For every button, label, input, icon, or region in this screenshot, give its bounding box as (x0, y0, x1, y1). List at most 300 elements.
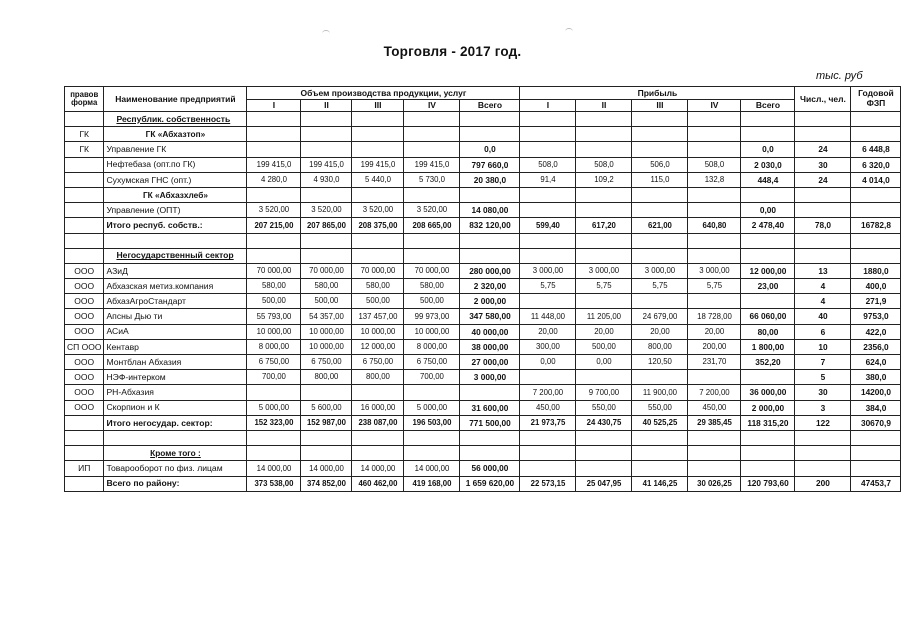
value-cell (741, 248, 795, 263)
value-cell: 10 000,00 (404, 324, 460, 339)
value-cell (247, 233, 301, 248)
enterprise-name-cell: НЭФ-интерком (104, 370, 247, 385)
value-cell: 347 580,00 (460, 309, 520, 324)
value-cell: 1 800,00 (741, 339, 795, 354)
value-cell (460, 430, 520, 445)
value-cell (352, 112, 404, 127)
value-cell: 70 000,00 (247, 263, 301, 278)
header-q2: II (301, 99, 352, 112)
value-cell: 1 659 620,00 (460, 476, 520, 491)
value-cell (247, 430, 301, 445)
enterprise-name-cell: Негосударственный сектор (104, 248, 247, 263)
value-cell (632, 112, 688, 127)
value-cell: 1880,0 (851, 263, 901, 278)
value-cell (688, 430, 741, 445)
table-row (65, 309, 901, 324)
value-cell (795, 430, 851, 445)
value-cell: 115,0 (632, 172, 688, 187)
value-cell (576, 142, 632, 157)
value-cell: 384,0 (851, 400, 901, 415)
value-cell: 24 679,00 (632, 309, 688, 324)
value-cell: 199 415,0 (301, 157, 352, 172)
value-cell (404, 446, 460, 461)
value-cell: 24 (795, 172, 851, 187)
value-cell (851, 127, 901, 142)
value-cell: 5 730,0 (404, 172, 460, 187)
legal-form-cell (65, 476, 104, 491)
table-row (65, 248, 901, 263)
value-cell: 20,00 (632, 324, 688, 339)
header-profit-q4: IV (688, 99, 741, 112)
trade-table (64, 86, 901, 492)
value-cell: 6 750,00 (301, 355, 352, 370)
value-cell: 832 120,00 (460, 218, 520, 233)
value-cell (851, 461, 901, 476)
value-cell: 352,20 (741, 355, 795, 370)
value-cell: 4 (795, 279, 851, 294)
value-cell (247, 248, 301, 263)
value-cell (301, 187, 352, 202)
value-cell: 80,00 (741, 324, 795, 339)
value-cell: 0,00 (741, 203, 795, 218)
value-cell: 6 750,00 (352, 355, 404, 370)
scan-mark (565, 28, 573, 35)
value-cell: 120,50 (632, 355, 688, 370)
value-cell (520, 203, 576, 218)
value-cell: 280 000,00 (460, 263, 520, 278)
value-cell: 137 457,00 (352, 309, 404, 324)
value-cell: 580,00 (404, 279, 460, 294)
legal-form-cell (65, 248, 104, 263)
value-cell (688, 112, 741, 127)
value-cell: 13 (795, 263, 851, 278)
table-row (65, 127, 901, 142)
value-cell (688, 446, 741, 461)
value-cell: 450,00 (520, 400, 576, 415)
enterprise-name-cell: Кроме того : (104, 446, 247, 461)
value-cell (247, 112, 301, 127)
value-cell: 422,0 (851, 324, 901, 339)
value-cell: 132,8 (688, 172, 741, 187)
enterprise-name-cell: Кентавр (104, 339, 247, 354)
value-cell (520, 233, 576, 248)
value-cell (460, 446, 520, 461)
table-row (65, 385, 901, 400)
value-cell (352, 233, 404, 248)
value-cell (404, 248, 460, 263)
value-cell: 10 000,00 (301, 324, 352, 339)
value-cell: 2 000,00 (741, 400, 795, 415)
value-cell (352, 248, 404, 263)
value-cell: 500,00 (247, 294, 301, 309)
value-cell: 700,00 (404, 370, 460, 385)
value-cell: 36 000,00 (741, 385, 795, 400)
value-cell (795, 187, 851, 202)
value-cell (576, 294, 632, 309)
value-cell (520, 248, 576, 263)
value-cell: 23,00 (741, 279, 795, 294)
value-cell: 580,00 (247, 279, 301, 294)
value-cell (795, 248, 851, 263)
value-cell: 640,80 (688, 218, 741, 233)
value-cell: 3 000,00 (520, 263, 576, 278)
value-cell: 31 600,00 (460, 400, 520, 415)
value-cell (352, 187, 404, 202)
value-cell: 5,75 (688, 279, 741, 294)
header-profit: Прибыль (520, 87, 795, 100)
value-cell (460, 233, 520, 248)
legal-form-cell: ГК (65, 142, 104, 157)
legal-form-cell (65, 172, 104, 187)
value-cell: 47453,7 (851, 476, 901, 491)
value-cell: 20,00 (576, 324, 632, 339)
value-cell: 3 (795, 400, 851, 415)
value-cell: 196 503,00 (404, 415, 460, 430)
value-cell (404, 233, 460, 248)
table-row (65, 324, 901, 339)
header-employees: Числ., чел. (795, 87, 851, 112)
value-cell: 6 750,00 (247, 355, 301, 370)
value-cell: 624,0 (851, 355, 901, 370)
value-cell (352, 430, 404, 445)
value-cell: 8 000,00 (247, 339, 301, 354)
legal-form-cell: ООО (65, 400, 104, 415)
value-cell (632, 430, 688, 445)
table-row (65, 294, 901, 309)
value-cell: 208 665,00 (404, 218, 460, 233)
value-cell: 617,20 (576, 218, 632, 233)
header-q3: III (352, 99, 404, 112)
value-cell: 91,4 (520, 172, 576, 187)
value-cell (795, 112, 851, 127)
value-cell: 419 168,00 (404, 476, 460, 491)
value-cell: 24 (795, 142, 851, 157)
value-cell (741, 187, 795, 202)
enterprise-name-cell: Скорпион и К (104, 400, 247, 415)
value-cell (632, 127, 688, 142)
enterprise-name-cell: Итого негосудар. сектор: (104, 415, 247, 430)
value-cell (404, 112, 460, 127)
value-cell: 5 600,00 (301, 400, 352, 415)
value-cell: 797 660,0 (460, 157, 520, 172)
value-cell (632, 142, 688, 157)
value-cell (576, 446, 632, 461)
value-cell: 14 080,00 (460, 203, 520, 218)
value-cell: 700,00 (247, 370, 301, 385)
value-cell: 621,00 (632, 218, 688, 233)
value-cell: 29 385,45 (688, 415, 741, 430)
value-cell: 3 520,00 (247, 203, 301, 218)
legal-form-cell (65, 187, 104, 202)
legal-form-cell (65, 157, 104, 172)
value-cell: 11 448,00 (520, 309, 576, 324)
total-row (65, 415, 901, 430)
value-cell (688, 127, 741, 142)
value-cell: 200 (795, 476, 851, 491)
value-cell: 14 000,00 (352, 461, 404, 476)
value-cell (632, 294, 688, 309)
value-cell: 4 014,0 (851, 172, 901, 187)
total-row (65, 476, 901, 491)
value-cell: 41 146,25 (632, 476, 688, 491)
value-cell (632, 248, 688, 263)
value-cell (520, 127, 576, 142)
value-cell: 8 000,00 (404, 339, 460, 354)
enterprise-name-cell: Монтблан Абхазия (104, 355, 247, 370)
value-cell (520, 142, 576, 157)
value-cell (301, 112, 352, 127)
value-cell: 199 415,0 (404, 157, 460, 172)
value-cell (576, 370, 632, 385)
value-cell: 800,00 (352, 370, 404, 385)
value-cell: 20 380,0 (460, 172, 520, 187)
enterprise-name-cell: РН-Абхазия (104, 385, 247, 400)
value-cell (301, 233, 352, 248)
legal-form-cell (65, 446, 104, 461)
value-cell: 56 000,00 (460, 461, 520, 476)
value-cell (851, 203, 901, 218)
value-cell: 10 000,00 (301, 339, 352, 354)
value-cell: 5 440,0 (352, 172, 404, 187)
value-cell (520, 461, 576, 476)
value-cell (247, 127, 301, 142)
value-cell: 152 987,00 (301, 415, 352, 430)
value-cell: 38 000,00 (460, 339, 520, 354)
legal-form-cell: ООО (65, 263, 104, 278)
header-profit-q3: III (632, 99, 688, 112)
value-cell (688, 187, 741, 202)
value-cell (632, 461, 688, 476)
value-cell (301, 248, 352, 263)
value-cell (795, 446, 851, 461)
value-cell: 7 200,00 (688, 385, 741, 400)
value-cell: 6 (795, 324, 851, 339)
value-cell: 30 (795, 157, 851, 172)
value-cell: 207 865,00 (301, 218, 352, 233)
value-cell: 30 (795, 385, 851, 400)
value-cell (460, 127, 520, 142)
value-cell: 21 973,75 (520, 415, 576, 430)
value-cell: 66 060,00 (741, 309, 795, 324)
value-cell (301, 385, 352, 400)
value-cell (460, 112, 520, 127)
value-cell: 99 973,00 (404, 309, 460, 324)
value-cell: 70 000,00 (404, 263, 460, 278)
value-cell (576, 203, 632, 218)
value-cell: 109,2 (576, 172, 632, 187)
value-cell: 3 520,00 (301, 203, 352, 218)
value-cell (741, 233, 795, 248)
enterprise-name-cell: Всего по району: (104, 476, 247, 491)
value-cell: 4 930,0 (301, 172, 352, 187)
value-cell: 4 (795, 294, 851, 309)
value-cell (352, 385, 404, 400)
value-cell (795, 203, 851, 218)
value-cell: 70 000,00 (301, 263, 352, 278)
header-total: Всего (460, 99, 520, 112)
legal-form-cell: ИП (65, 461, 104, 476)
value-cell: 2 320,00 (460, 279, 520, 294)
enterprise-name-cell (104, 233, 247, 248)
value-cell (632, 233, 688, 248)
table-row (65, 172, 901, 187)
value-cell: 11 205,00 (576, 309, 632, 324)
value-cell (247, 187, 301, 202)
value-cell: 238 087,00 (352, 415, 404, 430)
value-cell: 5 000,00 (404, 400, 460, 415)
value-cell (404, 142, 460, 157)
value-cell: 9 700,00 (576, 385, 632, 400)
value-cell (632, 446, 688, 461)
value-cell (688, 248, 741, 263)
value-cell (404, 430, 460, 445)
value-cell (520, 187, 576, 202)
table-row (65, 157, 901, 172)
value-cell: 16782,8 (851, 218, 901, 233)
value-cell: 550,00 (632, 400, 688, 415)
value-cell (688, 370, 741, 385)
value-cell: 10 000,00 (352, 324, 404, 339)
value-cell: 30 026,25 (688, 476, 741, 491)
value-cell (520, 112, 576, 127)
value-cell: 3 520,00 (352, 203, 404, 218)
value-cell: 122 (795, 415, 851, 430)
value-cell (741, 112, 795, 127)
header-name: Наименование предприятий (104, 87, 247, 112)
value-cell (301, 430, 352, 445)
value-cell (301, 127, 352, 142)
header-form: правов форма (65, 87, 104, 112)
value-cell (247, 446, 301, 461)
header-q1: I (247, 99, 301, 112)
enterprise-name-cell: Республик. собственность (104, 112, 247, 127)
value-cell: 14 000,00 (301, 461, 352, 476)
scan-mark (322, 30, 330, 37)
enterprise-name-cell: Итого респуб. собств.: (104, 218, 247, 233)
value-cell: 3 000,00 (576, 263, 632, 278)
value-cell: 508,0 (688, 157, 741, 172)
value-cell: 271,9 (851, 294, 901, 309)
value-cell: 3 520,00 (404, 203, 460, 218)
value-cell (352, 142, 404, 157)
table-row (65, 461, 901, 476)
value-cell: 70 000,00 (352, 263, 404, 278)
value-cell (632, 187, 688, 202)
header-volume: Объем производства продукции, услуг (247, 87, 520, 100)
value-cell (576, 430, 632, 445)
table-row (65, 400, 901, 415)
value-cell: 800,00 (301, 370, 352, 385)
value-cell: 550,00 (576, 400, 632, 415)
value-cell (520, 446, 576, 461)
value-cell: 500,00 (404, 294, 460, 309)
enterprise-name-cell: Управление (ОПТ) (104, 203, 247, 218)
value-cell: 16 000,00 (352, 400, 404, 415)
legal-form-cell: ООО (65, 385, 104, 400)
value-cell: 10 (795, 339, 851, 354)
legal-form-cell (65, 233, 104, 248)
legal-form-cell: ООО (65, 279, 104, 294)
value-cell: 25 047,95 (576, 476, 632, 491)
value-cell (688, 294, 741, 309)
value-cell: 12 000,00 (741, 263, 795, 278)
value-cell: 200,00 (688, 339, 741, 354)
value-cell (247, 142, 301, 157)
value-cell (576, 248, 632, 263)
value-cell: 6 320,0 (851, 157, 901, 172)
value-cell (741, 430, 795, 445)
value-cell: 24 430,75 (576, 415, 632, 430)
value-cell: 9753,0 (851, 309, 901, 324)
value-cell (460, 385, 520, 400)
value-cell: 40 (795, 309, 851, 324)
value-cell (741, 446, 795, 461)
legal-form-cell: СП ООО (65, 339, 104, 354)
value-cell: 40 000,00 (460, 324, 520, 339)
enterprise-name-cell: АЗиД (104, 263, 247, 278)
value-cell: 12 000,00 (352, 339, 404, 354)
value-cell: 10 000,00 (247, 324, 301, 339)
legal-form-cell (65, 415, 104, 430)
total-row (65, 218, 901, 233)
value-cell: 300,00 (520, 339, 576, 354)
value-cell (688, 203, 741, 218)
value-cell: 5 (795, 370, 851, 385)
value-cell: 199 415,0 (247, 157, 301, 172)
value-cell: 580,00 (352, 279, 404, 294)
legal-form-cell (65, 430, 104, 445)
value-cell: 380,0 (851, 370, 901, 385)
enterprise-name-cell: АбхазАгроСтандарт (104, 294, 247, 309)
value-cell: 14 000,00 (247, 461, 301, 476)
enterprise-name-cell: Управление ГК (104, 142, 247, 157)
value-cell (520, 370, 576, 385)
value-cell: 6 448,8 (851, 142, 901, 157)
value-cell (352, 127, 404, 142)
table-row (65, 203, 901, 218)
value-cell: 55 793,00 (247, 309, 301, 324)
value-cell (576, 127, 632, 142)
value-cell (404, 127, 460, 142)
value-cell (576, 112, 632, 127)
value-cell (404, 385, 460, 400)
value-cell (688, 142, 741, 157)
value-cell: 508,0 (520, 157, 576, 172)
value-cell (741, 294, 795, 309)
header-profit-q1: I (520, 99, 576, 112)
value-cell (851, 233, 901, 248)
table-row (65, 142, 901, 157)
value-cell (404, 187, 460, 202)
value-cell (741, 127, 795, 142)
value-cell (741, 461, 795, 476)
value-cell (851, 112, 901, 127)
value-cell: 2 000,00 (460, 294, 520, 309)
table-row (65, 112, 901, 127)
value-cell: 450,00 (688, 400, 741, 415)
value-cell (520, 294, 576, 309)
value-cell (688, 461, 741, 476)
value-cell: 3 000,00 (632, 263, 688, 278)
value-cell (247, 385, 301, 400)
legal-form-cell: ООО (65, 355, 104, 370)
value-cell: 118 315,20 (741, 415, 795, 430)
value-cell: 0,0 (741, 142, 795, 157)
table-row (65, 339, 901, 354)
value-cell: 152 323,00 (247, 415, 301, 430)
value-cell (301, 142, 352, 157)
table-row (65, 355, 901, 370)
